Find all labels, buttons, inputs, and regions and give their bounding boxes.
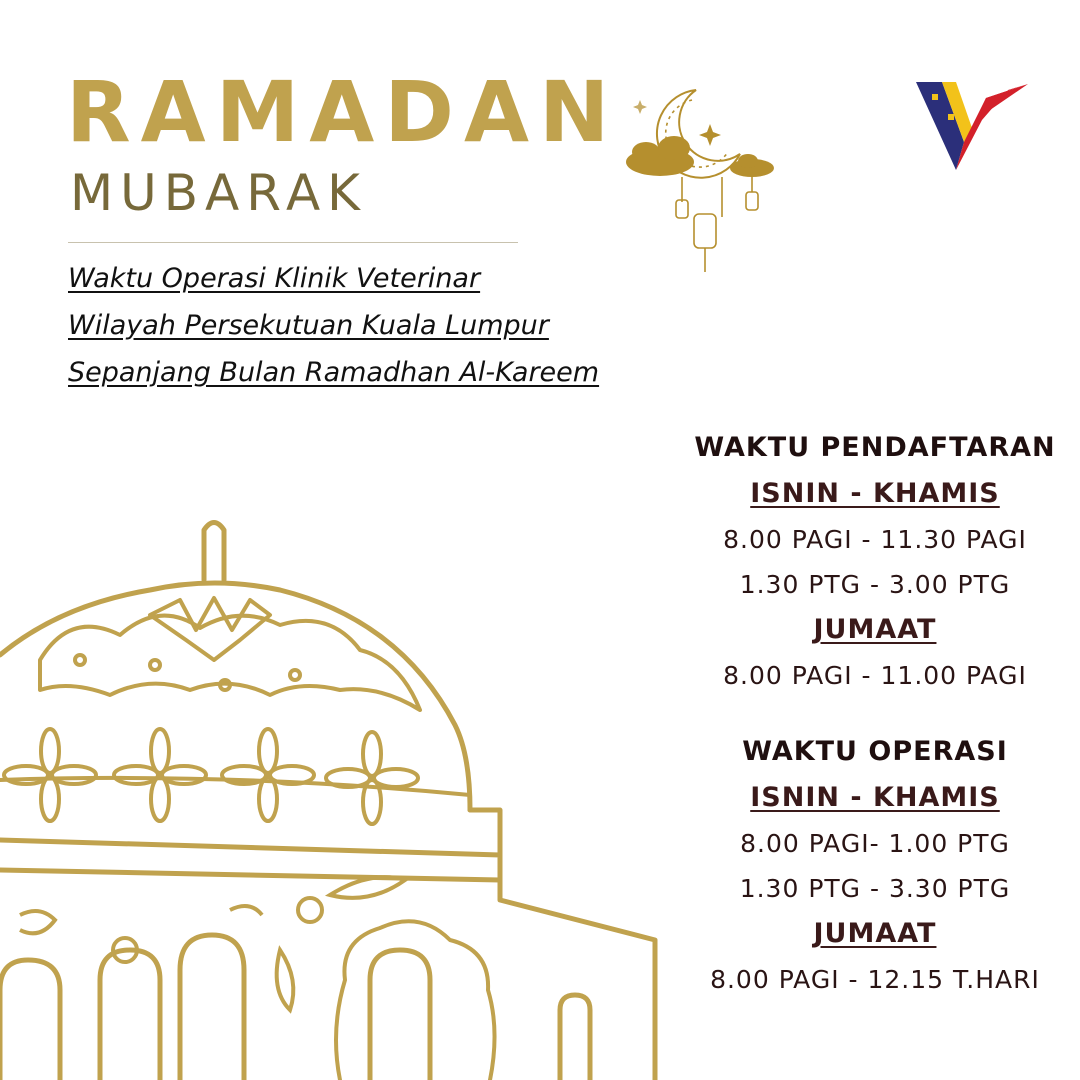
registration-weekday-time-1: 8.00 PAGI - 11.30 PAGI — [723, 525, 1027, 554]
operation-weekday-time-1: 8.00 PAGI- 1.00 PTG — [740, 829, 1010, 858]
notice-line-1: Waktu Operasi Klinik Veterinar — [68, 263, 481, 294]
operation-hours — [670, 729, 1080, 1002]
mubarak-subtitle: MUBARAK — [70, 164, 367, 222]
notice-text — [68, 255, 599, 396]
mosque-icon — [0, 510, 680, 1080]
title-divider — [68, 242, 518, 243]
registration-friday-time: 8.00 PAGI - 11.00 PAGI — [723, 661, 1027, 690]
crescent-moon-icon — [622, 82, 782, 282]
veterinary-logo-icon — [912, 80, 1032, 175]
operation-friday-time: 8.00 PAGI - 12.15 T.HARI — [710, 965, 1040, 994]
registration-heading: WAKTU PENDAFTARAN — [694, 432, 1056, 463]
ramadan-title: RAMADAN — [66, 63, 620, 161]
operation-weekday-label: ISNIN - KHAMIS — [750, 782, 1000, 813]
operation-weekday-time-2: 1.30 PTG - 3.30 PTG — [739, 874, 1011, 903]
registration-weekday-time-2: 1.30 PTG - 3.00 PTG — [739, 570, 1011, 599]
notice-line-3: Sepanjang Bulan Ramadhan Al-Kareem — [68, 357, 600, 388]
notice-line-2: Wilayah Persekutuan Kuala Lumpur — [68, 310, 549, 341]
operation-heading: WAKTU OPERASI — [742, 736, 1008, 767]
operation-friday-label: JUMAAT — [813, 918, 937, 949]
registration-hours — [670, 425, 1080, 698]
registration-weekday-label: ISNIN - KHAMIS — [750, 478, 1000, 509]
registration-friday-label: JUMAAT — [813, 614, 937, 645]
